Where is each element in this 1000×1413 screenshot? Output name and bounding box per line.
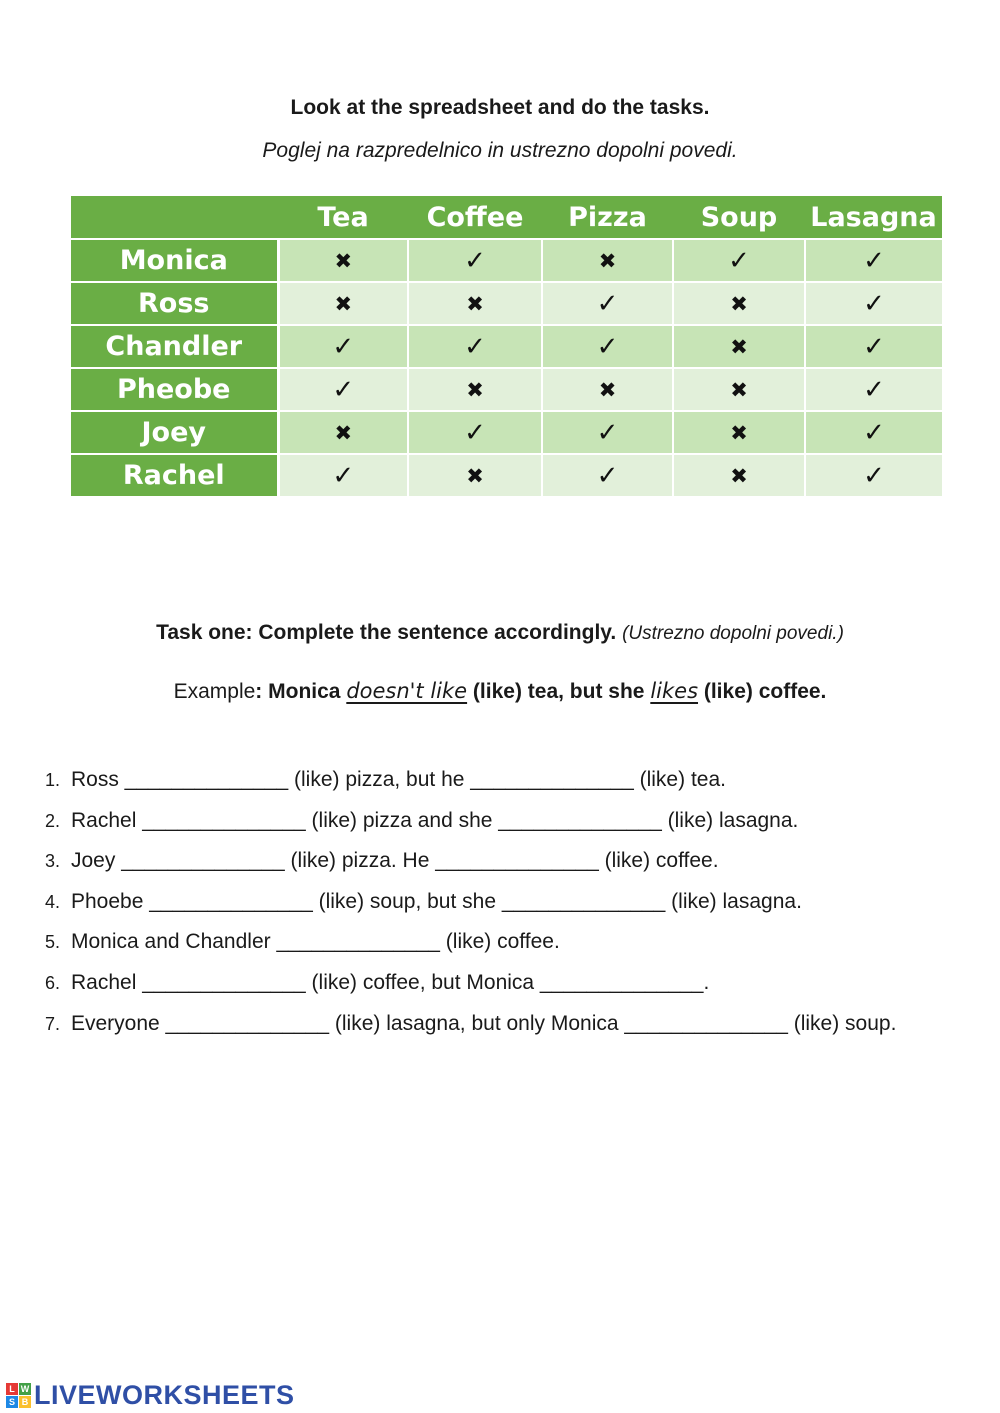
cross-mark-icon: ✖ [278, 239, 408, 282]
check-mark-icon: ✓ [805, 282, 942, 325]
logo-cube: B [19, 1396, 31, 1408]
sentence-item [45, 963, 951, 1004]
task-one-heading-text: Task one: Complete the sentence accordingly. [156, 621, 617, 644]
sentence-number: 5. [45, 932, 61, 953]
logo-text: LIVEWORKSHEETS [34, 1379, 295, 1410]
example-part-1: : Monica [255, 680, 347, 703]
check-mark-icon: ✓ [805, 454, 942, 496]
check-mark-icon: ✓ [805, 411, 942, 454]
check-mark-icon: ✓ [673, 239, 805, 282]
cross-mark-icon: ✖ [278, 282, 408, 325]
sentence-item [45, 922, 951, 963]
example-part-3: (like) coffee. [698, 680, 827, 703]
cross-mark-icon: ✖ [673, 325, 805, 368]
check-mark-icon: ✓ [278, 454, 408, 496]
spreadsheet-table [71, 196, 942, 496]
logo-cubes-icon [6, 1383, 31, 1408]
row-person-name: Rachel [71, 454, 278, 496]
spreadsheet-row [71, 411, 942, 454]
spreadsheet-row [71, 282, 942, 325]
column-header-tea: Tea [278, 196, 408, 239]
spreadsheet-row [71, 454, 942, 496]
row-person-name: Monica [71, 239, 278, 282]
check-mark-icon: ✓ [278, 325, 408, 368]
liveworksheets-logo [6, 1380, 295, 1410]
sentence-text: Joey ______________ (like) pizza. He ______________ (like) coffee. [71, 849, 719, 873]
example-answer-1: doesn't like [346, 679, 468, 703]
sentence-item [45, 882, 951, 923]
cross-mark-icon: ✖ [542, 368, 673, 411]
task-one-heading-note: (Ustrezno dopolni povedi.) [622, 623, 844, 644]
sentence-number: 2. [45, 810, 61, 831]
column-header-blank [71, 196, 278, 239]
spreadsheet-body [71, 239, 942, 496]
page-subtitle: Poglej na razpredelnico in ustrezno dopolni povedi. [262, 139, 738, 162]
sentence-item [45, 1004, 951, 1045]
check-mark-icon: ✓ [542, 282, 673, 325]
row-person-name: Chandler [71, 325, 278, 368]
task-one-heading [0, 620, 1000, 647]
sentence-text: Phoebe ______________ (like) soup, but she ______________ (like) lasagna. [71, 889, 802, 913]
row-person-name: Ross [71, 282, 278, 325]
column-header-pizza: Pizza [542, 196, 673, 239]
logo-cube: S [6, 1396, 18, 1408]
check-mark-icon: ✓ [542, 411, 673, 454]
sentence-item [45, 760, 951, 801]
cross-mark-icon: ✖ [542, 239, 673, 282]
logo-cube: W [20, 1383, 30, 1394]
column-header-soup: Soup [673, 196, 805, 239]
check-mark-icon: ✓ [408, 325, 542, 368]
spreadsheet-row [71, 239, 942, 282]
cross-mark-icon: ✖ [673, 368, 805, 411]
check-mark-icon: ✓ [542, 454, 673, 496]
cross-mark-icon: ✖ [673, 411, 805, 454]
spreadsheet-header-row [71, 196, 942, 239]
cross-mark-icon: ✖ [673, 282, 805, 325]
check-mark-icon: ✓ [408, 411, 542, 454]
check-mark-icon: ✓ [408, 239, 542, 282]
sentence-text: Everyone ______________ (like) lasagna, but only Monica ______________ (like) soup. [71, 1011, 897, 1035]
row-person-name: Pheobe [71, 368, 278, 411]
spreadsheet-row [71, 325, 942, 368]
example-label: Example [173, 680, 256, 703]
sentence-text: Monica and Chandler ______________ (like) coffee. [71, 930, 560, 954]
example-part-2: (like) tea, but she [467, 680, 651, 703]
page-title: Look at the spreadsheet and do the tasks. [290, 96, 710, 119]
check-mark-icon: ✓ [542, 325, 673, 368]
check-mark-icon: ✓ [805, 368, 942, 411]
sentence-item [45, 841, 951, 882]
cross-mark-icon: ✖ [408, 454, 542, 496]
sentence-number: 1. [45, 770, 61, 790]
cross-mark-icon: ✖ [673, 454, 805, 496]
sentence-text: Rachel ______________ (like) coffee, but Monica ______________. [71, 970, 710, 994]
check-mark-icon: ✓ [805, 239, 942, 282]
column-header-coffee: Coffee [408, 196, 542, 239]
sentence-number: 7. [45, 1013, 61, 1034]
cross-mark-icon: ✖ [408, 368, 542, 411]
sentence-item [45, 801, 951, 842]
check-mark-icon: ✓ [805, 325, 942, 368]
sentence-list [45, 760, 951, 1044]
sentence-number: 6. [45, 972, 61, 993]
cross-mark-icon: ✖ [278, 411, 408, 454]
sentence-number: 4. [45, 891, 61, 912]
example-sentence [0, 677, 1000, 706]
column-header-lasagna: Lasagna [805, 196, 942, 239]
check-mark-icon: ✓ [278, 368, 408, 411]
spreadsheet-row [71, 368, 942, 411]
row-person-name: Joey [71, 411, 278, 454]
sentence-text: Ross ______________ (like) pizza, but he ______________ (like) tea. [71, 768, 726, 791]
sentence-text: Rachel ______________ (like) pizza and she ______________ (like) lasagna. [71, 808, 799, 832]
sentence-number: 3. [45, 851, 61, 872]
example-answer-2: likes [650, 679, 699, 703]
logo-cube: L [6, 1383, 18, 1395]
cross-mark-icon: ✖ [408, 282, 542, 325]
